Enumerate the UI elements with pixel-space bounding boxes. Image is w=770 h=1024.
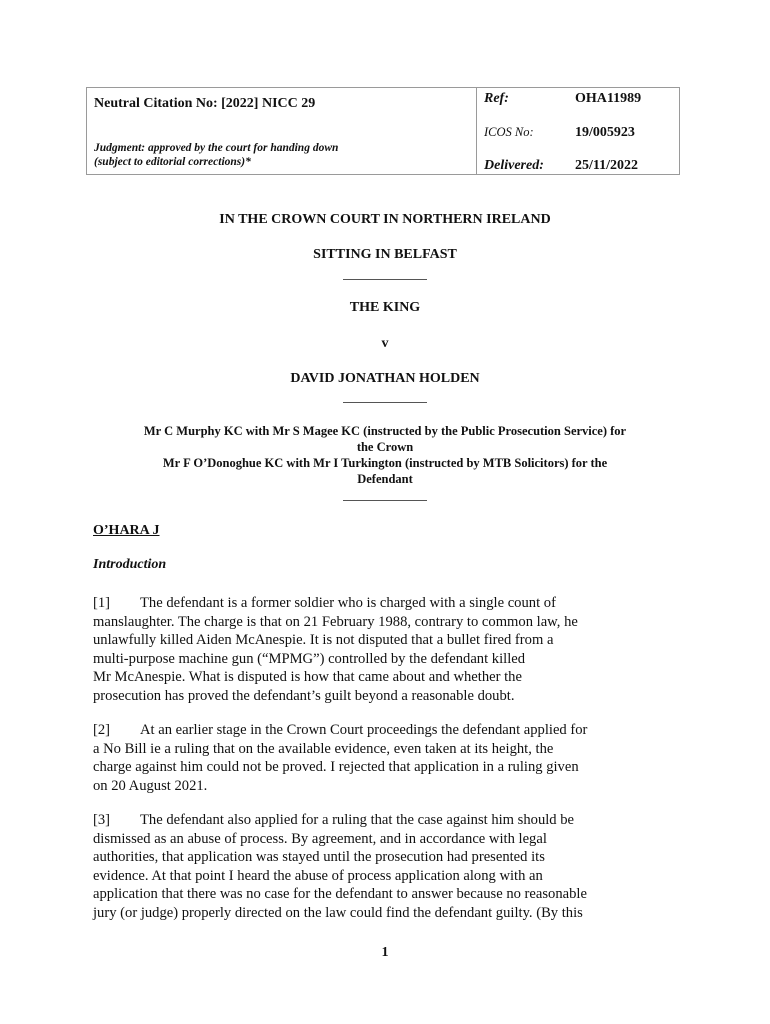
- judge-name: O’HARA J: [93, 523, 160, 538]
- divider-rule: [343, 279, 427, 280]
- paragraph-line: a No Bill ie a ruling that on the available evidence, even taken at its height, the: [93, 740, 554, 757]
- delivered-label: Delivered:: [484, 158, 544, 173]
- case-plaintiff: THE KING: [349, 300, 421, 315]
- paragraph-line: dismissed as an abuse of process. By agreement, and in accordance with legal: [93, 830, 547, 847]
- court-sitting: SITTING IN BELFAST: [313, 247, 457, 262]
- ref-value: OHA11989: [575, 91, 642, 106]
- citation-header-box: [86, 87, 680, 175]
- section-heading: Introduction: [93, 557, 167, 572]
- paragraph-line: on 20 August 2021.: [93, 777, 208, 794]
- paragraph-line: [93, 594, 677, 613]
- case-versus: v: [381, 336, 389, 351]
- ref-label: Ref:: [484, 91, 509, 106]
- divider-rule: [343, 500, 427, 501]
- paragraph-number: [2]: [93, 722, 111, 738]
- counsel-crown-line: the Crown: [356, 440, 414, 454]
- paragraph-line: authorities, that application was stayed until the prosecution had presented its: [93, 849, 545, 865]
- counsel-defence-line: Defendant: [357, 472, 413, 486]
- paragraph-2: [93, 721, 677, 795]
- delivered-value: 25/11/2022: [575, 158, 639, 173]
- paragraph-text: At an earlier stage in the Crown Court proceedings the defendant applied for: [140, 722, 588, 738]
- paragraph-line: charge against him could not be proved. I rejected that application in a ruling given: [93, 759, 579, 775]
- paragraph-3: [93, 811, 677, 922]
- paragraph-text: The defendant also applied for a ruling that the case against him should be: [140, 812, 575, 828]
- page-number: 1: [381, 945, 389, 960]
- counsel-crown-line: Mr C Murphy KC with Mr S Magee KC (instructed by the Public Prosecution Service) for: [143, 424, 627, 438]
- court-name: IN THE CROWN COURT IN NORTHERN IRELAND: [219, 212, 551, 227]
- paragraph-line: evidence. At that point I heard the abuse of process application along with an: [93, 867, 543, 884]
- paragraph-line: unlawfully killed Aiden McAnespie. It is not disputed that a bullet fired from a: [93, 632, 554, 648]
- paragraph-line: Mr McAnespie. What is disputed is how that came about and whether the: [93, 669, 522, 685]
- header-divider: [476, 88, 477, 174]
- judgment-note-line: (subject to editorial corrections)*: [94, 156, 251, 168]
- case-defendant: DAVID JONATHAN HOLDEN: [290, 371, 480, 386]
- paragraph-text: The defendant is a former soldier who is charged with a single count of: [140, 595, 556, 611]
- icos-label: ICOS No:: [484, 125, 534, 139]
- paragraph-1: [93, 594, 677, 705]
- paragraph-number: [3]: [93, 812, 111, 828]
- paragraph-line: [93, 721, 677, 740]
- paragraph-line: jury (or judge) properly directed on the law could find the defendant guilty. (By this: [93, 904, 583, 921]
- paragraph-line: prosecution has proved the defendant’s guilt beyond a reasonable doubt.: [93, 687, 515, 704]
- paragraph-number: [1]: [93, 595, 111, 611]
- neutral-citation: Neutral Citation No: [2022] NICC 29: [94, 96, 316, 111]
- paragraph-line: application that there was no case for the defendant to answer because no reasonable: [93, 886, 587, 902]
- paragraph-line: manslaughter. The charge is that on 21 February 1988, contrary to common law, he: [93, 613, 578, 630]
- judgment-note: [94, 141, 338, 169]
- counsel-block: [86, 423, 684, 487]
- icos-value: 19/005923: [575, 125, 635, 140]
- paragraph-line: multi-purpose machine gun (“MPMG”) controlled by the defendant killed: [93, 650, 526, 667]
- divider-rule: [343, 402, 427, 403]
- judgment-note-line: Judgment: approved by the court for handing down: [94, 142, 339, 154]
- counsel-defence-line: Mr F O’Donoghue KC with Mr I Turkington (instructed by MTB Solicitors) for the: [162, 456, 608, 470]
- paragraph-line: [93, 811, 677, 830]
